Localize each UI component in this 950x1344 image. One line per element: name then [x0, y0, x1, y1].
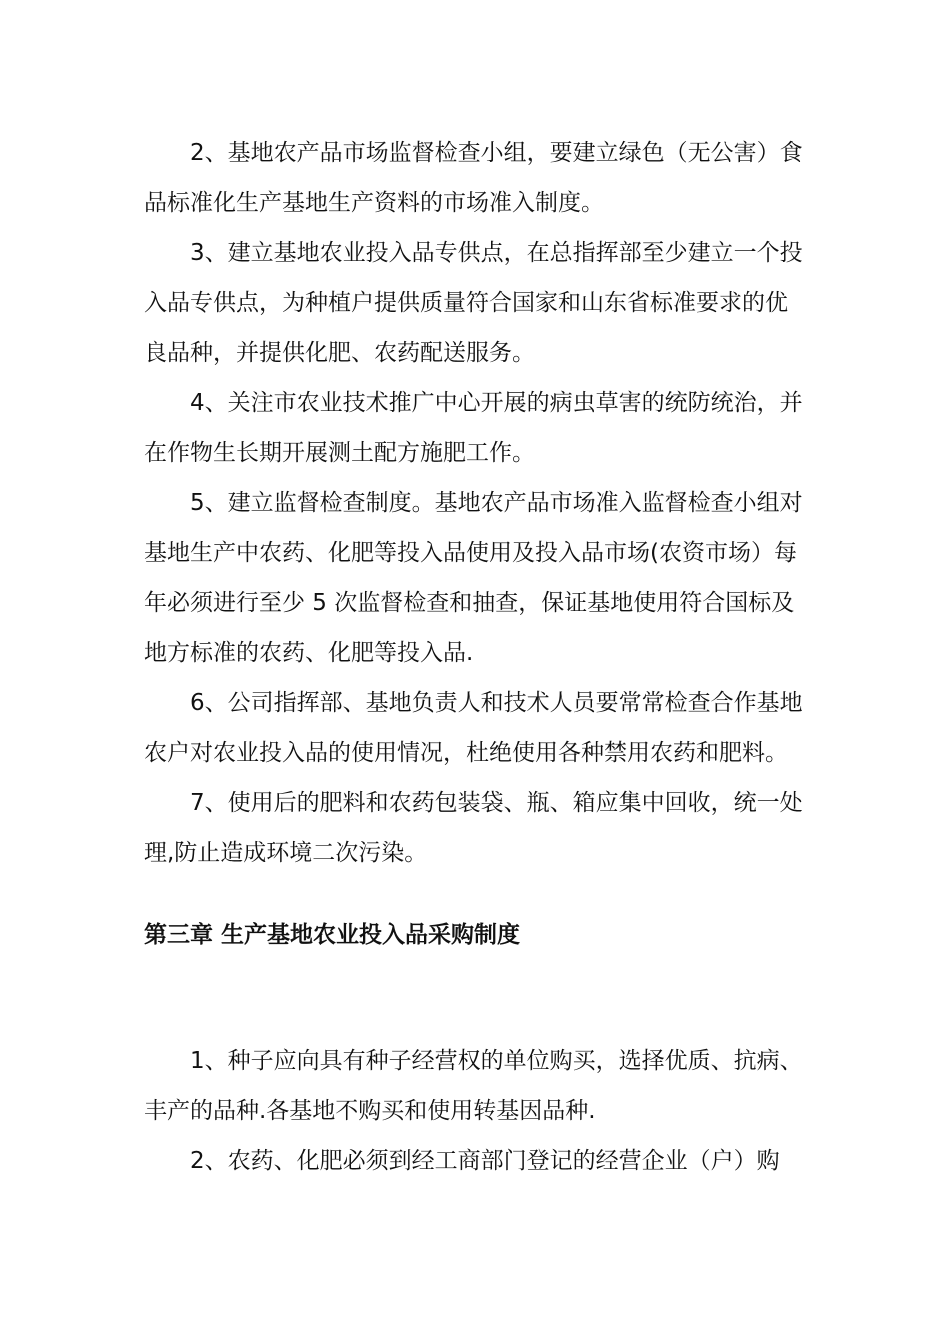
- paragraph-b1: 1、种子应向具有种子经营权的单位购买，选择优质、抗病、丰产的品种.各基地不购买和使用转基因品种.: [144, 1048, 803, 1124]
- paragraph-b2: 2、农药、化肥必须到经工商部门登记的经营企业（户）购: [190, 1148, 780, 1174]
- chapter-title: 第三章 生产基地农业投入品采购制度: [144, 922, 521, 948]
- document-page: [144, 128, 808, 1186]
- paragraph-2: 2、基地农产品市场监督检查小组，要建立绿色（无公害）食品标准化生产基地生产资料的市场准入制度。: [144, 140, 803, 216]
- paragraph-3: 3、建立基地农业投入品专供点，在总指挥部至少建立一个投入品专供点，为种植户提供质量符合国家和山东省标准要求的优良品种，并提供化肥、农药配送服务。: [144, 240, 803, 366]
- paragraph-5: 5、建立监督检查制度。基地农产品市场准入监督检查小组对基地生产中农药、化肥等投入品使用及投入品市场(农资市场）每年必须进行至少 5 次监督检查和抽查，保证基地使用符合国标及地方标准的农药、化肥等投入品.: [144, 490, 803, 666]
- spacer: [144, 960, 808, 1036]
- paragraph-6: 6、公司指挥部、基地负责人和技术人员要常常检查合作基地农户对农业投入品的使用情况，杜绝使用各种禁用农药和肥料。: [144, 690, 803, 766]
- paragraph-7: 7、使用后的肥料和农药包装袋、瓶、箱应集中回收，统一处理,防止造成环境二次污染。: [144, 790, 803, 866]
- paragraph-4: 4、关注市农业技术推广中心开展的病虫草害的统防统治，并在作物生长期开展测土配方施肥工作。: [144, 390, 803, 466]
